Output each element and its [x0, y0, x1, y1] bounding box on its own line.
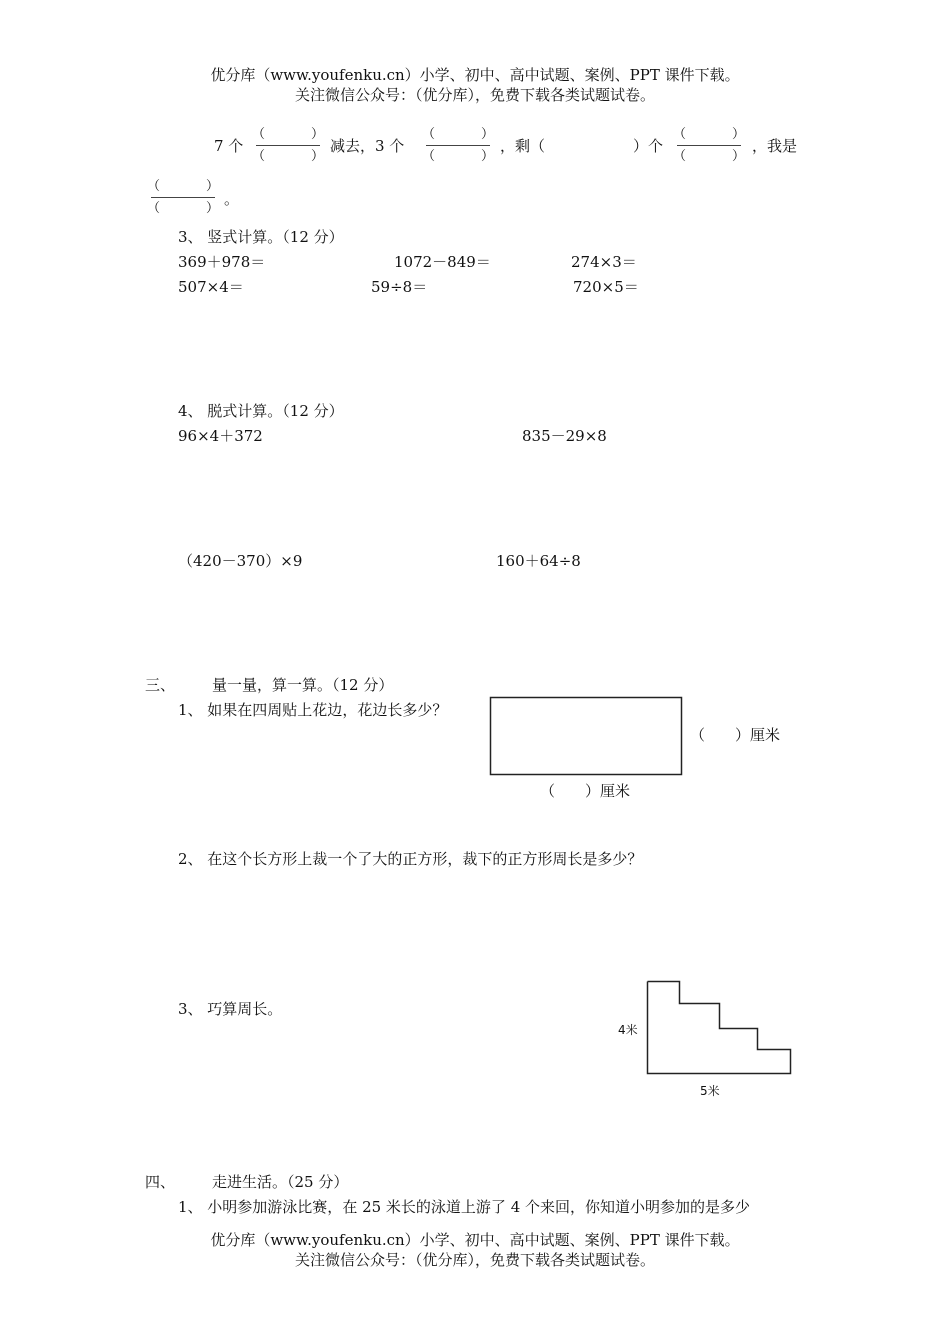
paren: ） [205, 201, 219, 216]
paren: ） [310, 127, 324, 142]
footer-line-1: 优分库（www.youfenku.cn）小学、初中、高中试题、案例、PPT 课件下载。 [210, 1231, 740, 1249]
fraction-text-2: 减去，3 个 [330, 137, 405, 155]
paren: （ [147, 201, 161, 216]
paren: ） [480, 127, 494, 142]
paren: （ [422, 149, 436, 164]
q4-item: 96×4＋372 [178, 427, 263, 445]
rect-bottom-label: （ ）厘米 [540, 782, 631, 800]
q4-title: 4、 脱式计算。（12 分） [178, 402, 344, 420]
staircase-left-label: 4米 [618, 1023, 638, 1037]
q4-item: 835－29×8 [522, 427, 607, 445]
footer-line-2: 关注微信公众号：（优分库），免费下载各类试题试卷。 [294, 1251, 655, 1269]
paren: ） [731, 149, 745, 164]
q3-item: 274×3＝ [571, 253, 637, 271]
fraction-text-5: ，我是 [752, 137, 798, 155]
paren: ） [480, 149, 494, 164]
q3-title: 3、 竖式计算。（12 分） [178, 228, 344, 246]
header-line-1: 优分库（www.youfenku.cn）小学、初中、高中试题、案例、PPT 课件下载。 [210, 66, 740, 84]
section3-number: 三、 [145, 676, 176, 694]
section4-title: 走进生活。（25 分） [212, 1173, 349, 1191]
paren: （ [673, 127, 687, 142]
section3-q1: 1、 如果在四周贴上花边，花边长多少？ [178, 701, 448, 719]
paren: （ [673, 149, 687, 164]
rect-right-label: （ ）厘米 [690, 726, 781, 744]
section3-q3: 3、 巧算周长。 [178, 1000, 283, 1018]
q4-item: 160＋64÷8 [496, 552, 581, 570]
section4-q1: 1、 小明参加游泳比赛，在 25 米长的泳道上游了 4 个来回，你知道小明参加的是多少 [178, 1198, 751, 1216]
q3-item: 507×4＝ [178, 278, 244, 296]
paren: ） [205, 179, 219, 194]
header-line-2: 关注微信公众号：（优分库），免费下载各类试题试卷。 [294, 86, 655, 104]
q4-item: （420－370）×9 [178, 552, 303, 570]
staircase-bottom-label: 5米 [700, 1084, 720, 1098]
paren: ） [731, 127, 745, 142]
section3-title: 量一量，算一算。（12 分） [212, 676, 394, 694]
q3-item: 369＋978＝ [178, 253, 266, 271]
q3-item: 59÷8＝ [371, 278, 428, 296]
section3-q2: 2、 在这个长方形上裁一个了大的正方形，裁下的正方形周长是多少？ [178, 850, 643, 868]
paren: （ [147, 179, 161, 194]
fraction-text-1: 7 个 [214, 137, 244, 155]
q3-item: 1072－849＝ [394, 253, 491, 271]
paren: （ [422, 127, 436, 142]
q3-item: 720×5＝ [573, 278, 639, 296]
fraction-end: 。 [224, 190, 240, 208]
fraction-text-3: ，剩（ [500, 137, 546, 155]
paren: ） [310, 149, 324, 164]
fraction-text-4: ）个 [633, 137, 664, 155]
paren: （ [252, 127, 266, 142]
paren: （ [252, 149, 266, 164]
section4-number: 四、 [145, 1173, 176, 1191]
